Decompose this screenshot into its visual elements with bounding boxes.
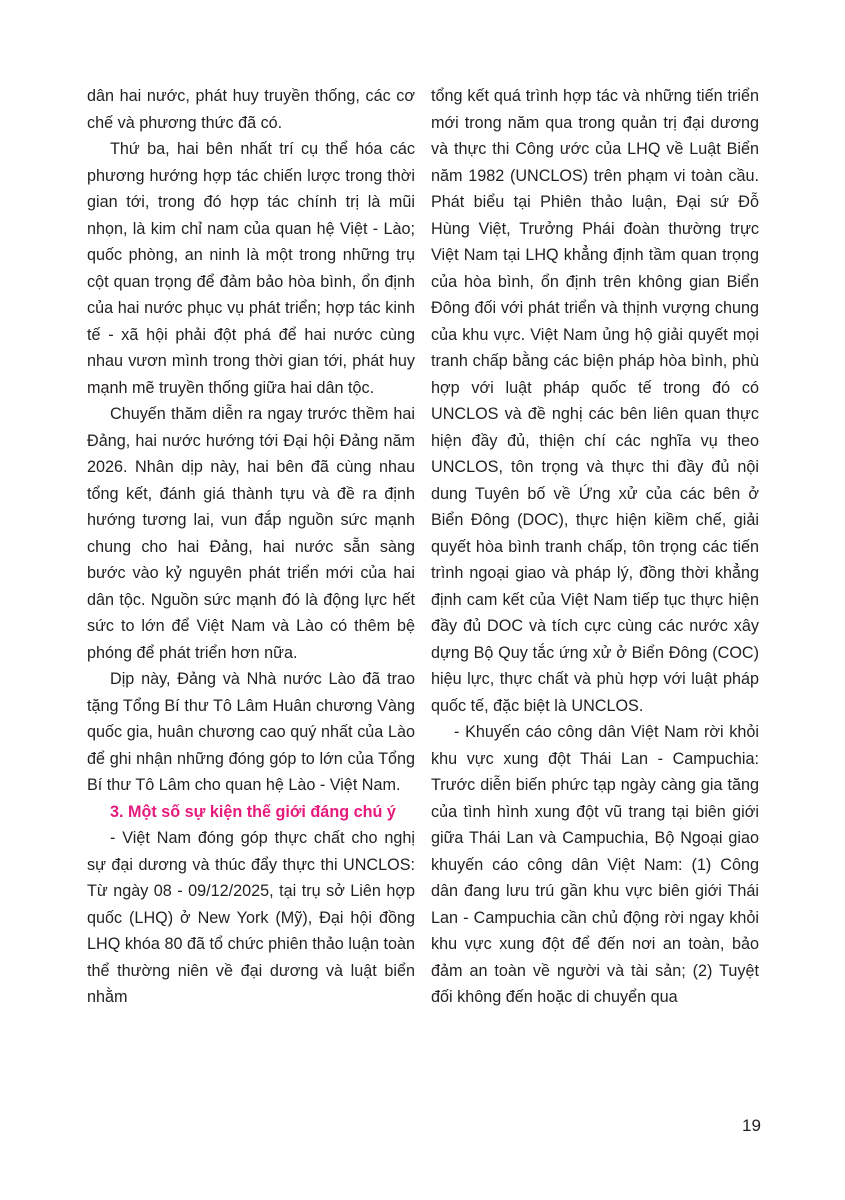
paragraph: dân hai nước, phát huy truyền thống, các cơ chế và phương thức đã có.: [87, 87, 415, 132]
paragraph: - Khuyến cáo công dân Việt Nam rời khỏi khu vực xung đột Thái Lan - Campuchia: Trước diễn biến phức tạp ngày càng gia tăng của tình hình xung đột vũ trang tại biên giới giữa Thái Lan và Campuchia, Bộ Ngoại giao khuyến cáo công dân Việt Nam: (1) Công dân đang lưu trú gần khu vực biên giới Thái Lan - Campuchia cần chủ động rời ngay khỏi khu vực xung đột để đến nơi an toàn, bảo đảm an toàn về người và tài sản; (2) Tuyệt đối không đến hoặc di chuyển qua: [431, 723, 759, 1006]
paragraph: tổng kết quá trình hợp tác và những tiến triển mới trong năm qua trong quản trị đại dương và thực thi Công ước của LHQ về Luật Biển năm 1982 (UNCLOS) trên phạm vi toàn cầu. Phát biểu tại Phiên thảo luận, Đại sứ Đỗ Hùng Việt, Trưởng Phái đoàn thường trực Việt Nam tại LHQ khẳng định tầm quan trọng của hòa bình, ổn định trên không gian Biển Đông đối với phát triển và thịnh vượng chung của khu vực. Việt Nam ủng hộ giải quyết mọi tranh chấp bằng các biện pháp hòa bình, phù hợp với luật pháp quốc tế trong đó có UNCLOS và đề nghị các bên liên quan thực hiện đầy đủ, thiện chí các nghĩa vụ theo UNCLOS, tôn trọng và thực thi đầy đủ nội dung Tuyên bố về Ứng xử của các bên ở Biển Đông (DOC), thực hiện kiềm chế, giải quyết hòa bình tranh chấp, tôn trọng các tiến trình ngoại giao và pháp lý, đồng thời khẳng định cam kết của Việt Nam tiếp tục thực hiện đầy đủ DOC và tích cực cùng các nước xây dựng Bộ Quy tắc ứng xử ở Biển Đông (COC) hiệu lực, thực chất và phù hợp với luật pháp quốc tế, đặc biệt là UNCLOS.: [431, 87, 759, 715]
paragraph: Dịp này, Đảng và Nhà nước Lào đã trao tặng Tổng Bí thư Tô Lâm Huân chương Vàng quốc gia, huân chương cao quý nhất của Lào để ghi nhận những đóng góp to lớn của Tổng Bí thư Tô Lâm cho quan hệ Lào - Việt Nam.: [87, 670, 415, 794]
paragraph: - Việt Nam đóng góp thực chất cho nghị sự đại dương và thúc đẩy thực thi UNCLOS: Từ ngày 08 - 09/12/2025, tại trụ sở Liên hợp quốc (LHQ) ở New York (Mỹ), Đại hội đồng LHQ khóa 80 đã tổ chức phiên thảo luận toàn thể thường niên về đại dương và luật biển nhằm: [87, 829, 415, 1006]
paragraph: Thứ ba, hai bên nhất trí cụ thể hóa các phương hướng hợp tác chiến lược trong thời gian tới, trong đó hợp tác chính trị là mũi nhọn, là kim chỉ nam của quan hệ Việt - Lào; quốc phòng, an ninh là một trong những trụ cột quan trọng để đảm bảo hòa bình, ổn định của hai nước phục vụ phát triển; hợp tác kinh tế - xã hội phải đột phá để hai nước cùng nhau vươn mình trong thời gian tới, phát huy mạnh mẽ truyền thống giữa hai dân tộc.: [87, 140, 415, 397]
paragraph: Chuyến thăm diễn ra ngay trước thềm hai Đảng, hai nước hướng tới Đại hội Đảng năm 2026. Nhân dịp này, hai bên đã cùng nhau tổng kết, đánh giá thành tựu và đề ra định hướng tương lai, vun đắp nguồn sức mạnh chung cho hai Đảng, hai nước sẵn sàng bước vào kỷ nguyên phát triển mới của hai dân tộc. Nguồn sức mạnh đó là động lực hết sức to lớn để Việt Nam và Lào có thêm bệ phóng để phát triển hơn nữa.: [87, 405, 415, 662]
page-number: 19: [742, 1116, 761, 1135]
left-column: [87, 83, 415, 1011]
right-column: [431, 83, 759, 1011]
section-heading: 3. Một số sự kiện thế giới đáng chú ý: [110, 802, 396, 821]
